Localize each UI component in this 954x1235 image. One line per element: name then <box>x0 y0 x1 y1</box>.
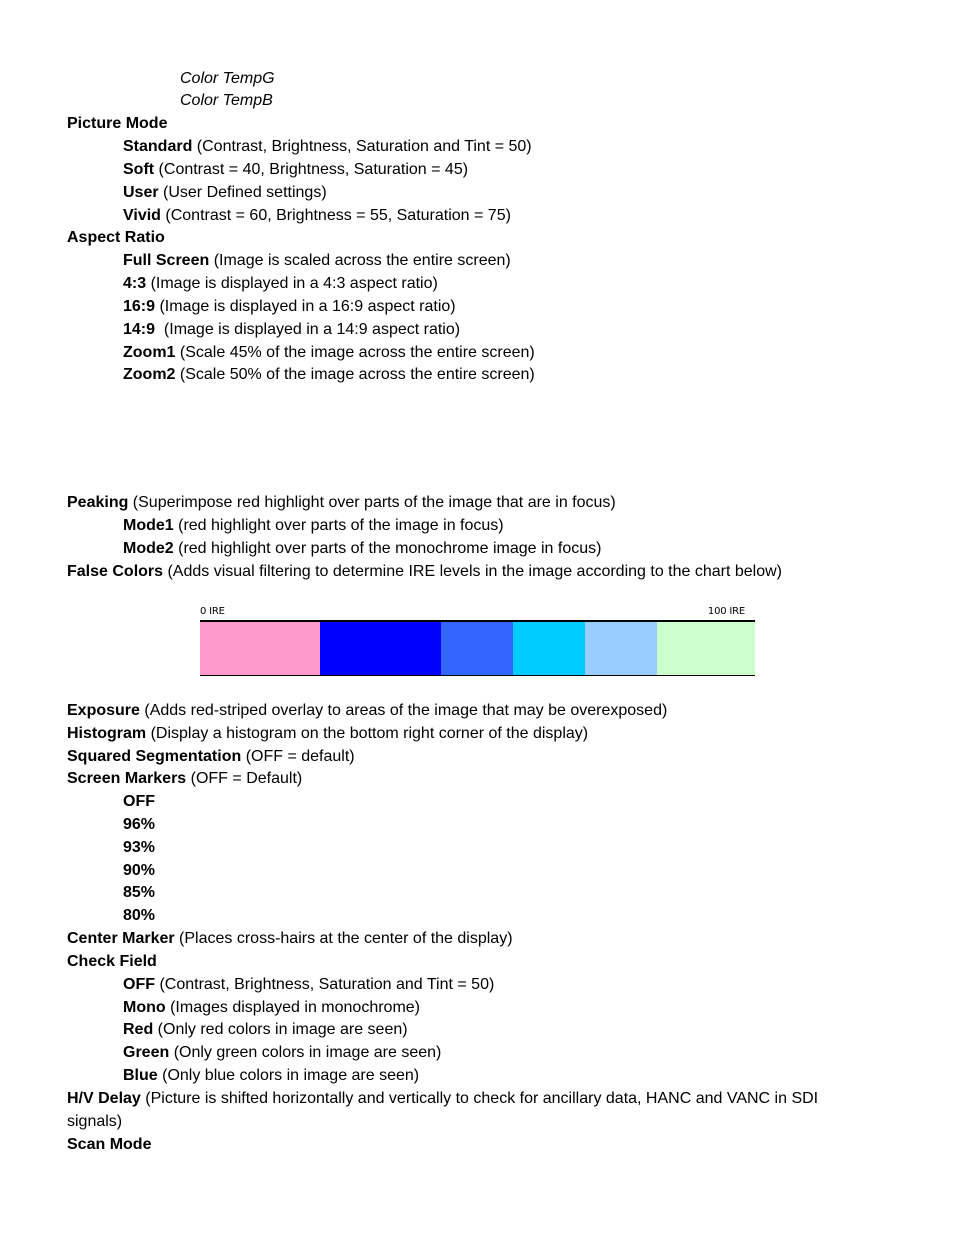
term-label: 90% <box>123 862 156 879</box>
term-label: Center Marker <box>67 930 175 947</box>
term-label: Aspect Ratio <box>67 229 165 246</box>
text-line <box>123 365 535 385</box>
text-line <box>123 792 155 812</box>
text-line <box>123 343 535 363</box>
term-label: Picture Mode <box>67 115 168 132</box>
text-line <box>123 160 468 180</box>
text-line <box>123 975 494 995</box>
term-label: Blue <box>123 1067 158 1084</box>
term-label: Zoom2 <box>123 366 176 383</box>
term-label: False Colors <box>67 563 164 580</box>
term-description: (red highlight over parts of the monochrome image in focus) <box>173 540 602 557</box>
text-line <box>123 274 438 294</box>
text-line <box>123 206 511 226</box>
text-line <box>123 1043 441 1063</box>
term-description: (Contrast, Brightness, Saturation and Tint = 50) <box>155 976 495 993</box>
false-color-ire-chart <box>200 606 755 678</box>
text-line <box>123 906 155 926</box>
term-description: (Only blue colors in image are seen) <box>157 1067 420 1084</box>
term-label: 85% <box>123 884 156 901</box>
text-line <box>123 297 456 317</box>
ire-label-max: 100 IRE <box>707 606 745 617</box>
term-label: 4:3 <box>123 275 147 292</box>
text-line <box>123 539 601 559</box>
term-description: (OFF = default) <box>241 748 355 765</box>
text-line <box>123 1066 419 1086</box>
term-description: (OFF = Default) <box>186 770 303 787</box>
text-line <box>123 516 504 536</box>
term-label: Mode2 <box>123 540 174 557</box>
term-description: signals) <box>67 1113 123 1130</box>
term-description: Color TempG <box>180 70 275 87</box>
text-line <box>67 929 513 949</box>
term-description: (Adds red-striped overlay to areas of the image that may be overexposed) <box>139 702 668 719</box>
term-label: OFF <box>123 793 155 810</box>
term-description: (Image is scaled across the entire screen) <box>209 252 511 269</box>
term-label: Red <box>123 1021 154 1038</box>
term-label: Standard <box>123 138 193 155</box>
term-description: (Image is displayed in a 16:9 aspect ratio) <box>155 298 456 315</box>
term-label: Peaking <box>67 494 129 511</box>
text-line <box>123 251 511 271</box>
false-color-segment <box>657 622 755 675</box>
term-description: (Contrast, Brightness, Saturation and Tint = 50) <box>192 138 532 155</box>
text-line <box>123 998 420 1018</box>
term-label: 14:9 <box>123 321 156 338</box>
text-line <box>67 769 302 789</box>
term-label: Zoom1 <box>123 344 176 361</box>
text-line <box>67 493 616 513</box>
false-color-segment <box>441 622 513 675</box>
term-label: Mono <box>123 999 166 1016</box>
term-label: Histogram <box>67 725 147 742</box>
text-line <box>123 1020 408 1040</box>
text-line <box>123 861 155 881</box>
text-line <box>67 1089 818 1109</box>
false-color-segment <box>513 622 585 675</box>
text-line <box>67 701 667 721</box>
term-label: Squared Segmentation <box>67 748 242 765</box>
term-description: (Only red colors in image are seen) <box>153 1021 408 1038</box>
false-color-segment <box>320 622 440 675</box>
text-line <box>123 883 155 903</box>
term-label: Soft <box>123 161 155 178</box>
term-description: (Images displayed in monochrome) <box>165 999 420 1016</box>
term-description: (Contrast = 60, Brightness = 55, Saturation = 75) <box>160 207 511 224</box>
term-label: User <box>123 184 159 201</box>
text-line <box>67 1135 151 1155</box>
ire-label-min: 0 IRE <box>200 606 225 617</box>
term-label: Exposure <box>67 702 140 719</box>
term-description: (Scale 45% of the image across the entire screen) <box>175 344 535 361</box>
term-label: Full Screen <box>123 252 210 269</box>
term-label: OFF <box>123 976 155 993</box>
text-line <box>67 228 165 248</box>
term-description: (Picture is shifted horizontally and vertically to check for ancillary data, HANC and VANC in SDI <box>140 1090 819 1107</box>
term-label: Scan Mode <box>67 1136 152 1153</box>
term-label: Check Field <box>67 953 157 970</box>
text-line <box>123 320 460 340</box>
term-description: (Adds visual filtering to determine IRE levels in the image according to the chart below) <box>163 563 782 580</box>
text-line <box>123 137 532 157</box>
text-line <box>67 562 782 582</box>
term-description: (red highlight over parts of the image in focus) <box>173 517 504 534</box>
term-label: Vivid <box>123 207 161 224</box>
term-description: (User Defined settings) <box>158 184 327 201</box>
term-description: (Image is displayed in a 4:3 aspect ratio) <box>146 275 438 292</box>
text-line <box>67 1112 122 1132</box>
false-color-segment <box>200 622 320 675</box>
false-color-segment <box>585 622 657 675</box>
text-line <box>67 724 588 744</box>
text-line <box>180 91 273 111</box>
term-label: H/V Delay <box>67 1090 141 1107</box>
false-color-strip <box>200 620 755 676</box>
text-line <box>67 952 157 972</box>
text-line <box>123 838 155 858</box>
term-description: (Places cross-hairs at the center of the display) <box>174 930 513 947</box>
term-label: 16:9 <box>123 298 156 315</box>
term-description: Color TempB <box>180 92 273 109</box>
term-label: Green <box>123 1044 170 1061</box>
text-line <box>67 747 355 767</box>
term-description: (Scale 50% of the image across the entire screen) <box>175 366 535 383</box>
text-line <box>123 815 155 835</box>
term-label: Screen Markers <box>67 770 187 787</box>
term-description: (Display a histogram on the bottom right corner of the display) <box>146 725 589 742</box>
text-line <box>123 183 327 203</box>
text-line <box>67 114 167 134</box>
text-line <box>180 69 275 89</box>
term-label: Mode1 <box>123 517 174 534</box>
term-description: (Contrast = 40, Brightness, Saturation = 45) <box>154 161 469 178</box>
term-label: 96% <box>123 816 156 833</box>
term-description: (Image is displayed in a 14:9 aspect ratio) <box>155 321 461 338</box>
term-label: 93% <box>123 839 156 856</box>
term-label: 80% <box>123 907 156 924</box>
term-description: (Superimpose red highlight over parts of the image that are in focus) <box>128 494 616 511</box>
term-description: (Only green colors in image are seen) <box>169 1044 442 1061</box>
